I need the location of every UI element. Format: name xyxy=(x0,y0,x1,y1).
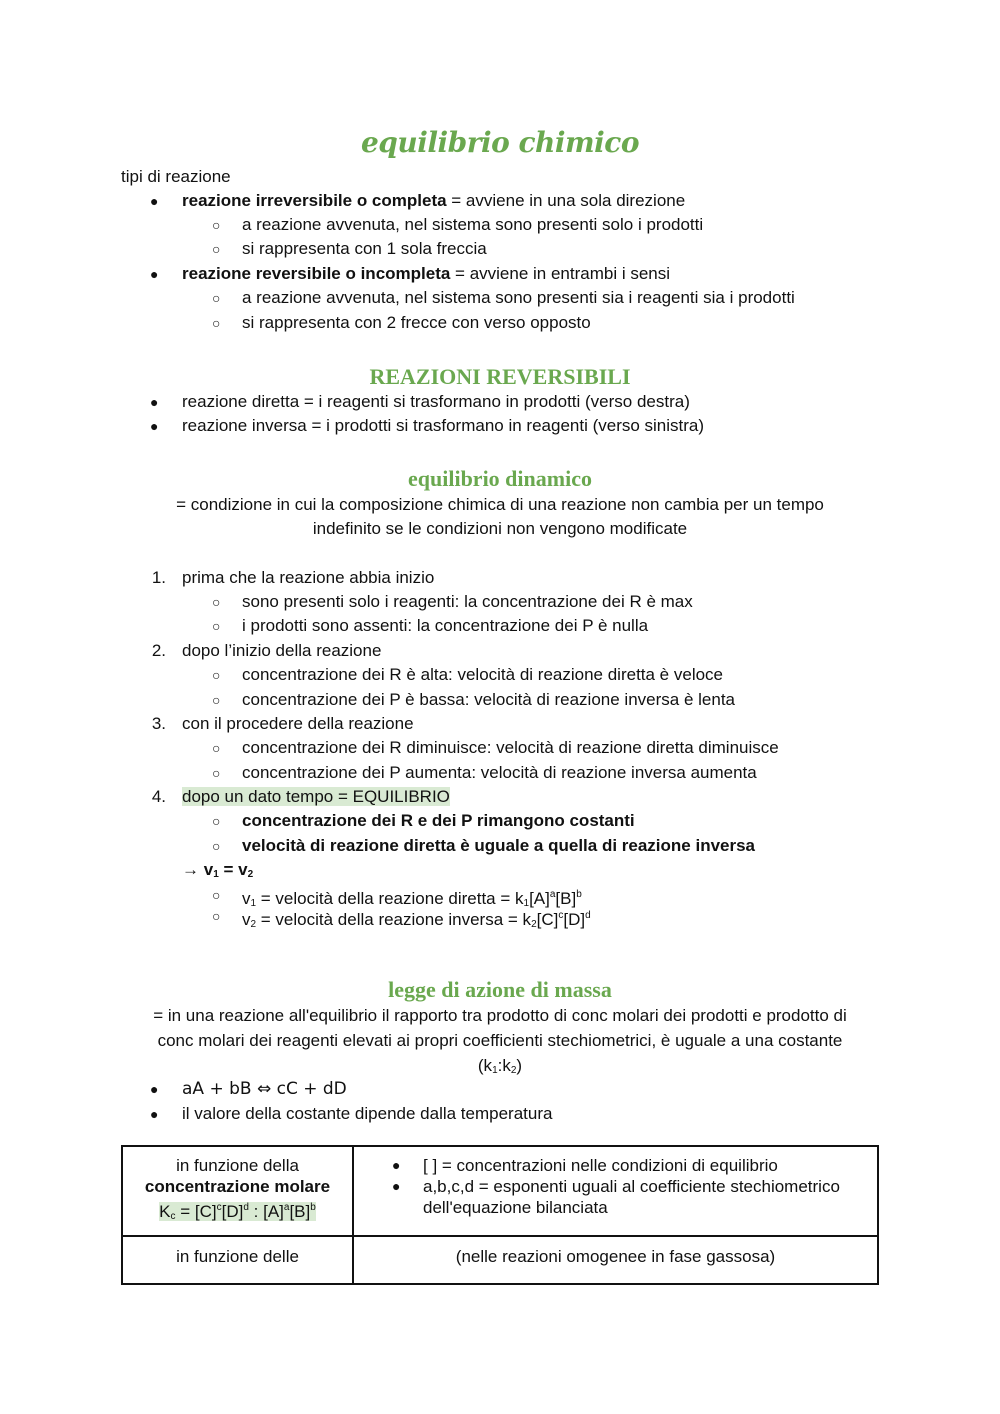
circle-bullet-icon: ○ xyxy=(212,241,221,257)
intro-text: tipi di reazione xyxy=(121,167,231,186)
circle-bullet-icon: ○ xyxy=(212,315,221,331)
section-heading-mass-action: legge di azione di massa xyxy=(388,977,612,1002)
section-heading-reversible: REAZIONI REVERSIBILI xyxy=(369,364,631,389)
list-subitem: concentrazione dei R e dei P rimangono costanti xyxy=(242,811,635,830)
rate-equality: → $v_1 = v_2$ xyxy=(182,860,254,880)
table-cell xyxy=(122,1146,353,1236)
section-heading-dynamic: equilibrio dinamico xyxy=(408,466,592,491)
circle-bullet-icon: ○ xyxy=(212,618,221,634)
list-item: reazione inversa = i prodotti si trasformano in reagenti (verso sinistra) xyxy=(182,416,705,435)
table-cell: in funzione delle xyxy=(122,1236,353,1284)
table-cell xyxy=(353,1146,878,1236)
list-subitem: si rappresenta con 2 frecce con verso opposto xyxy=(242,313,591,332)
step-number: 2. xyxy=(151,641,166,660)
circle-bullet-icon: ○ xyxy=(212,813,221,829)
bullet-icon: ● xyxy=(392,1157,401,1173)
list-item: reazione diretta = i reagenti si trasformano in prodotti (verso destra) xyxy=(182,392,690,411)
bullet-icon: ● xyxy=(150,193,159,209)
page-title: equilibrio chimico xyxy=(360,126,640,159)
rate-formula: $v_1$ = velocità della reazione diretta = $k_1[A]^a[B]^b$ xyxy=(242,889,582,909)
circle-bullet-icon: ○ xyxy=(212,692,221,708)
list-subitem: sono presenti solo i reagenti: la concentrazione dei R è max xyxy=(242,592,693,611)
circle-bullet-icon: ○ xyxy=(212,908,221,924)
rate-formula: $v_2$ = velocità della reazione inversa = $k_2[C]^c[D]^d$ xyxy=(242,910,591,930)
list-subitem: concentrazione dei R diminuisce: velocità di reazione diretta diminuisce xyxy=(242,738,779,757)
definition-text: = in una reazione all'equilibrio il rapporto tra prodotto di conc molari dei prodotti e prodotto di xyxy=(153,1006,847,1025)
bullet-icon: ● xyxy=(150,1106,159,1122)
bullet-icon: ● xyxy=(150,394,159,410)
definition-text: indefinito se le condizioni non vengono modificate xyxy=(312,519,688,538)
circle-bullet-icon: ○ xyxy=(212,765,221,781)
cell-text: in funzione della xyxy=(176,1156,299,1175)
table-cell: (nelle reazioni omogenee in fase gassosa) xyxy=(353,1236,878,1284)
bullet-icon: ● xyxy=(392,1178,401,1194)
list-subitem: i prodotti sono assenti: la concentrazione dei P è nulla xyxy=(242,616,649,635)
list-item: il valore della costante dipende dalla temperatura xyxy=(182,1104,553,1123)
list-subitem: concentrazione dei R è alta: velocità di reazione diretta è veloce xyxy=(242,665,724,684)
list-subitem: si rappresenta con 1 sola freccia xyxy=(242,239,487,258)
list-subitem: concentrazione dei P è bassa: velocità di reazione inversa è lenta xyxy=(242,690,735,709)
circle-bullet-icon: ○ xyxy=(212,217,221,233)
circle-bullet-icon: ○ xyxy=(212,667,221,683)
definition-text: conc molari dei reagenti elevati ai propri coefficienti stechiometrici, è uguale a una costante xyxy=(157,1031,843,1050)
table-row xyxy=(122,1146,878,1236)
list-subitem: velocità di reazione diretta è uguale a quella di reazione inversa xyxy=(242,836,756,855)
list-item: ● [ ] = concentrazioni nelle condizioni di equilibrio xyxy=(392,1156,778,1175)
list-subitem: a reazione avvenuta, nel sistema sono presenti sia i reagenti sia i prodotti xyxy=(242,288,795,307)
list-subitem: concentrazione dei P aumenta: velocità di reazione inversa aumenta xyxy=(242,763,757,782)
table-row xyxy=(122,1236,878,1284)
step-number: 1. xyxy=(151,568,166,587)
definition-text: = condizione in cui la composizione chimica di una reazione non cambia per un tempo xyxy=(176,495,824,514)
circle-bullet-icon: ○ xyxy=(212,838,221,854)
step-number: 4. xyxy=(151,787,166,806)
step-text: con il procedere della reazione xyxy=(182,714,414,733)
bullet-icon: ● xyxy=(150,1081,159,1097)
step-number: 3. xyxy=(151,714,166,733)
constants-table xyxy=(121,1145,879,1285)
list-item: ● a,b,c,d = esponenti uguali al coefficiente stechiometrico dell'equazione bilanciata xyxy=(392,1177,840,1217)
circle-bullet-icon: ○ xyxy=(212,594,221,610)
kc-formula: $K_c = [C]^c[D]^d$ : $[A]^a[B]^b$ xyxy=(159,1202,316,1222)
bullet-icon: ● xyxy=(150,266,159,282)
step-text: prima che la reazione abbia inizio xyxy=(182,568,435,587)
step-text-highlighted: dopo un dato tempo = EQUILIBRIO xyxy=(182,787,450,806)
circle-bullet-icon: ○ xyxy=(212,740,221,756)
circle-bullet-icon: ○ xyxy=(212,290,221,306)
circle-bullet-icon: ○ xyxy=(212,887,221,903)
step-text: dopo l’inizio della reazione xyxy=(182,641,382,660)
list-item: reazione reversibile o incompleta = avviene in entrambi i sensi xyxy=(182,264,671,283)
equation-text: aA + bB ⇔ cC + dD xyxy=(182,1079,347,1099)
list-item: reazione irreversibile o completa = avviene in una sola direzione xyxy=(182,191,686,210)
cell-text: concentrazione molare xyxy=(144,1177,331,1196)
bullet-icon: ● xyxy=(150,418,159,434)
definition-text: $(k_1:k_2)$ xyxy=(477,1056,523,1076)
list-subitem: a reazione avvenuta, nel sistema sono presenti solo i prodotti xyxy=(242,215,704,234)
